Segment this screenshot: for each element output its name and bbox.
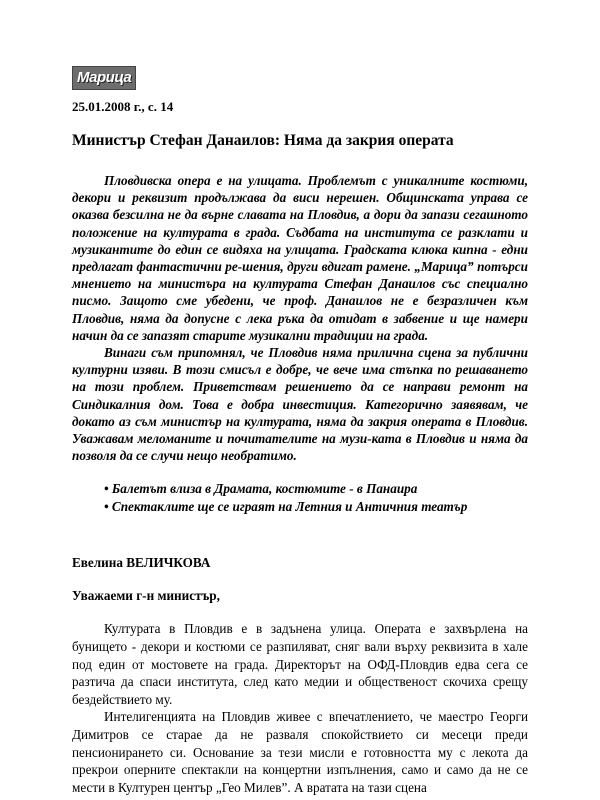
bullet-item: • Балетът влиза в Драмата, костюмите - в Панаира bbox=[104, 481, 418, 497]
bullet-list bbox=[72, 480, 528, 516]
author-name: Евелина ВЕЛИЧКОВА bbox=[72, 555, 211, 571]
body-paragraph: Интелигенцията на Пловдив живее с впечатлението, че маестро Георги Димитров се старае да не разваля спокойствието си месеци преди пенсионирането си. Основание за тези мисли е готовността му с лекота да прекрои оперните спектакли на концертни изпълнения, само и само да не се мести в Културен център „Гео Милев”. А вратата на тази сцена bbox=[72, 709, 528, 795]
bullet-item: • Спектаклите ще се играят на Летния и Античния театър bbox=[104, 499, 468, 515]
body-section bbox=[72, 620, 528, 796]
lead-section bbox=[72, 172, 528, 464]
logo-text: Марица bbox=[77, 69, 132, 86]
letter-salutation: Уважаеми г-н министър, bbox=[72, 588, 220, 604]
date-page-line: 25.01.2008 г., с. 14 bbox=[72, 99, 174, 114]
newspaper-logo bbox=[72, 66, 136, 90]
article-headline: Министър Стефан Данаилов: Няма да закрия операта bbox=[72, 132, 454, 149]
lead-paragraph: Пловдивска опера е на улицата. Проблемът с уникалните костюми, декори и реквизит продължава да виси нерешен. Общинската управа се оказва безсилна не да върне славата на Пловдив, а дори да запази сегашното положение на културата в града. Съдбата на институтa се разклати и музикантите до един се видяха на улицата. Градската клюка кипна - едни предлагат фантастични ре-шения, други вдигат рамене. „Марица” потърси мнението на министъра на културата Стефан Данаилов със специално писмо. Защото сме убедени, че проф. Данаилов не е безразличен към Пловдив, няма да допусне с лека ръка да отидат в забвение и ще намери начин да се запазят старите музикални традиции на града. bbox=[72, 173, 528, 343]
lead-paragraph: Винаги съм припомнял, че Пловдив няма прилична сцена за публични културни изяви. В този смисъл е добре, че вече има стъпка по решаването на този проблем. Приветствам решението да се направи ремонт на Синдикалния дом. Това е добра инвестиция. Категорично заявявам, че докато аз съм министър на културата, няма да закрия операта в Пловдив. Уважавам меломаните и почитателите на музи-ката в Пловдив и няма да позволя да се случи нещо необратимо. bbox=[72, 345, 528, 464]
body-paragraph: Културата в Пловдив е в задънена улица. Операта е захвърлена на бунището - декори и костюми се разпиляват, сняг вали върху реквизита в хале под един от мостовете на града. Директорът на ОФД-Пловдив едва сега се разтича да спаси института, след като медии и общественост скочиха срещу бездействието му. bbox=[72, 621, 528, 707]
article-page bbox=[72, 66, 528, 796]
